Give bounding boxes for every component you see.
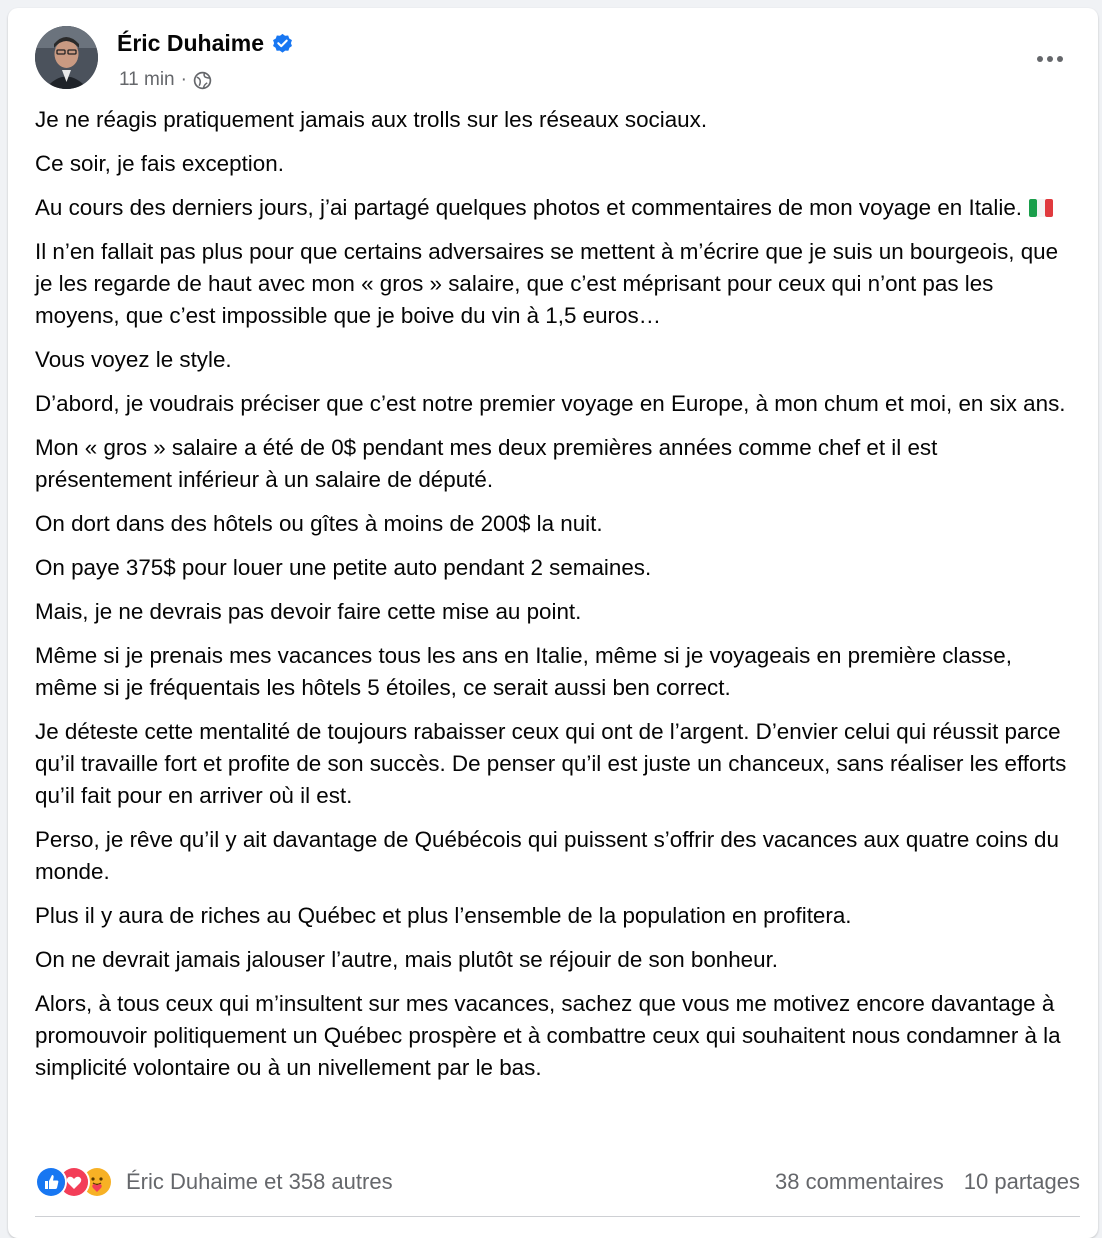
globe-icon — [193, 71, 212, 90]
post-paragraph: D’abord, je voudrais préciser que c’est notre premier voyage en Europe, à mon chum et moi, en six ans. — [35, 391, 1066, 416]
post-paragraph: On paye 375$ pour louer une petite auto pendant 2 semaines. — [35, 555, 652, 580]
comments-count[interactable]: 38 commentaires — [775, 1169, 944, 1194]
meta-separator: · — [180, 69, 187, 90]
post-paragraph: Ce soir, je fais exception. — [35, 151, 284, 176]
post-paragraph: Même si je prenais mes vacances tous les ans en Italie, même si je voyageais en première classe, même si je fréquentais les hôtels 5 étoiles, ce serait aussi ben correct. — [35, 643, 1012, 700]
post-paragraph: Je ne réagis pratiquement jamais aux trolls sur les réseaux sociaux. — [35, 107, 708, 132]
post-body — [35, 104, 1080, 1096]
shares-count[interactable]: 10 partages — [963, 1169, 1080, 1194]
post-paragraph: Je déteste cette mentalité de toujours rabaisser ceux qui ont de l’argent. D’envier celui qui réussit parce qu’il travaille fort et profite de son succès. De penser qu’il est juste un chanceux, sans réaliser les efforts qu’il fait pour en arriver où il est. — [35, 719, 1067, 808]
reaction-icons[interactable] — [35, 1166, 104, 1198]
post-paragraph: Il n’en fallait pas plus pour que certains adversaires se mettent à m’écrire que je suis un bourgeois, que je les regarde de haut avec mon « gros » salaire, que c’est méprisant pour ceux qui n’ont pas les moyens, que c’est impossible que je boive du vin à 1,5 euros… — [35, 239, 1059, 328]
italy-flag-icon — [1028, 198, 1054, 218]
footer-divider — [35, 1216, 1080, 1217]
like-icon — [35, 1166, 67, 1198]
post-footer — [35, 1164, 1080, 1200]
post-paragraph-with-flag — [35, 192, 1080, 224]
reactors-text[interactable]: Éric Duhaime et 358 autres — [126, 1169, 393, 1194]
post-time[interactable]: 11 min — [119, 69, 175, 90]
author-name[interactable]: Éric Duhaime — [117, 30, 264, 56]
post-paragraph: Vous voyez le style. — [35, 347, 232, 372]
verified-badge-icon — [272, 33, 293, 54]
post-paragraph: Alors, à tous ceux qui m’insultent sur mes vacances, sachez que vous me motivez encore davantage à promouvoir politiquement un Québec prospère et à combattre ceux qui souhaitent nous condamner à la simplicité volontaire ou à un nivellement par le bas. — [35, 991, 1061, 1080]
post-card — [8, 8, 1098, 1238]
post-paragraph: Perso, je rêve qu’il y ait davantage de Québécois qui puissent s’offrir des vacances aux quatre coins du monde. — [35, 827, 1059, 884]
post-paragraph: On dort dans des hôtels ou gîtes à moins de 200$ la nuit. — [35, 511, 603, 536]
post-paragraph: Plus il y aura de riches au Québec et plus l’ensemble de la population en profitera. — [35, 903, 852, 928]
post-meta — [119, 69, 212, 91]
post-paragraph: On ne devrait jamais jalouser l’autre, mais plutôt se réjouir de son bonheur. — [35, 947, 779, 972]
post-paragraph-text: Au cours des derniers jours, j’ai partagé quelques photos et commentaires de mon voyage en Italie. — [35, 195, 1022, 220]
post-paragraph: Mon « gros » salaire a été de 0$ pendant mes deux premières années comme chef et il est présentement inférieur à un salaire de député. — [35, 435, 938, 492]
avatar[interactable] — [35, 26, 98, 89]
more-options-icon[interactable] — [1037, 56, 1067, 66]
post-stats — [775, 1169, 1080, 1195]
post-paragraph: Mais, je ne devrais pas devoir faire cette mise au point. — [35, 599, 582, 624]
post-header — [35, 26, 1075, 92]
author-row — [117, 30, 293, 57]
